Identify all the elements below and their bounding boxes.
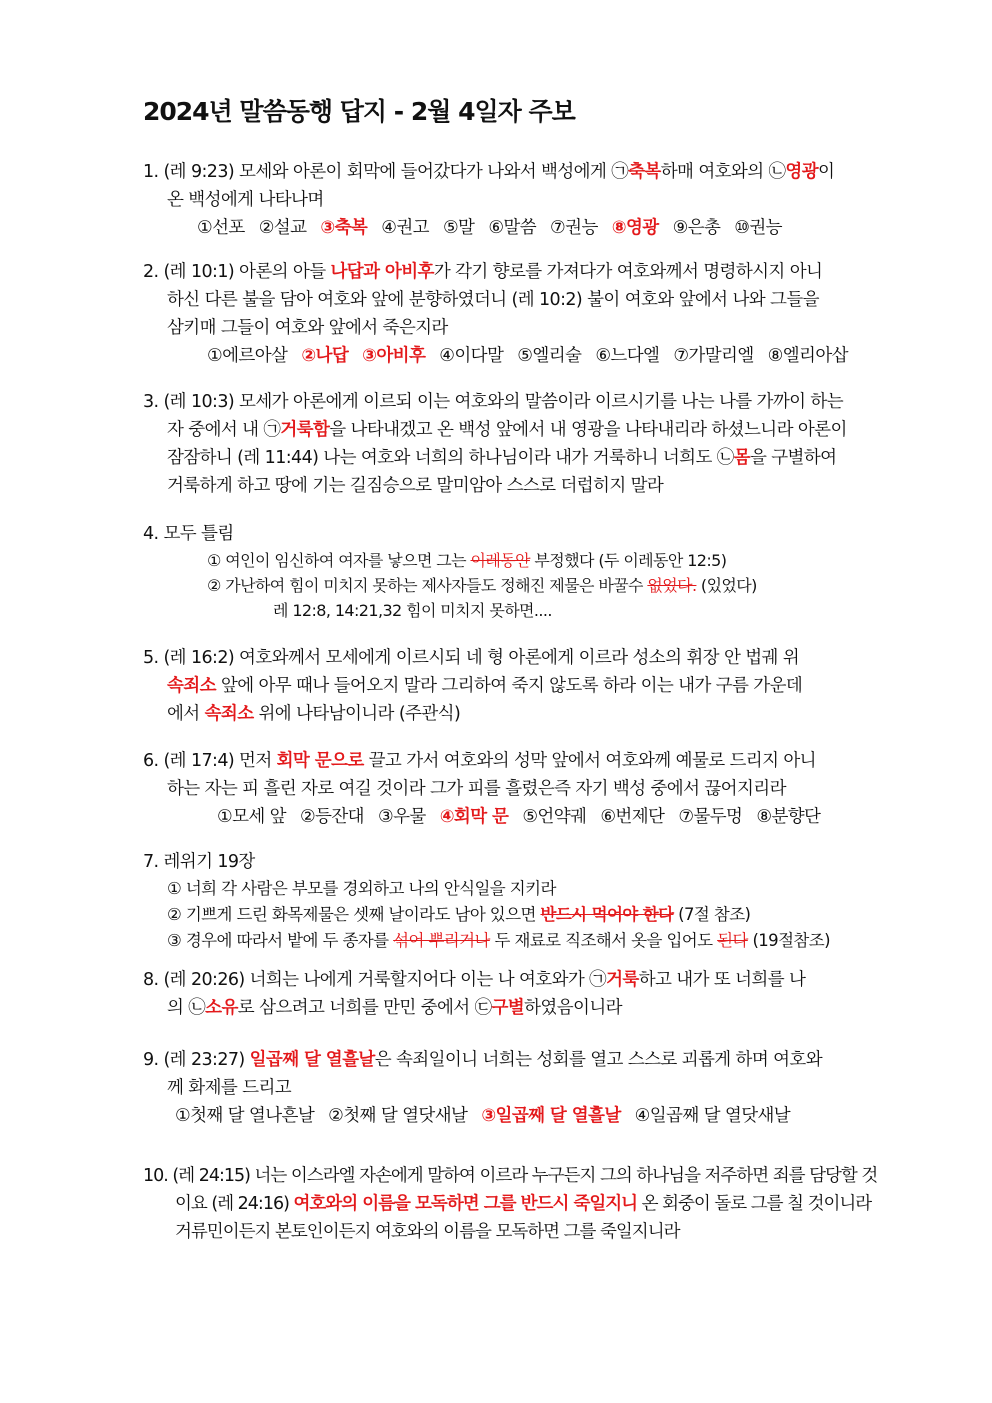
q10-line-2: 이요 (레 24:16) 여호와의 이름을 모독하면 그를 반드시 죽일지니 온 회중이 돌로 그를 칠 것이니라: [175, 1194, 872, 1214]
q2-line-3: 삼키매 그들이 여호와 앞에서 죽은지라: [167, 318, 448, 338]
question-6: [143, 747, 855, 831]
q9-line-1: 9. (레 23:27) 일곱째 달 열흘날은 속죄일이니 너희는 성회를 열고 스스로 괴롭게 하며 여호와: [143, 1050, 823, 1070]
q1-options: ①선포 ②설교 ③축복 ④권고 ⑤말 ⑥말씀 ⑦권능 ⑧영광 ⑨은총 ⑩권능: [197, 218, 782, 238]
question-7: [143, 848, 855, 954]
q2-line-2: 하신 다른 불을 담아 여호와 앞에 분향하였더니 (레 10:2) 불이 여호와 앞에서 나와 그들을: [167, 290, 819, 310]
q8-line-2: 의 ㉡소유로 삼으려고 너희를 만민 중에서 ㉢구별하였음이니라: [167, 998, 622, 1018]
question-4: [143, 520, 855, 623]
q5-line-3: 에서 속죄소 위에 나타남이니라 (주관식): [167, 704, 461, 724]
question-3: [143, 388, 855, 500]
q4-item-2: ② 가난하여 힘이 미치지 못하는 제사자들도 정해진 제물은 바꿀수 없었다. (있었다): [207, 576, 757, 595]
q3-line-4: 거룩하게 하고 땅에 기는 길짐승으로 말미암아 스스로 더럽히지 말라: [167, 476, 664, 496]
q7-item-3: ③ 경우에 따라서 밭에 두 종자를 섞어 뿌리거나 두 재료로 직조해서 옷을 입어도 된다 (19절참조): [167, 931, 830, 950]
question-10: [143, 1162, 878, 1246]
q3-line-3: 잠잠하니 (레 11:44) 나는 여호와 너희의 하나님이라 내가 거룩하니 너희도 ㉡몸을 구별하여: [167, 448, 837, 468]
q7-heading: 7. 레위기 19장: [143, 852, 255, 872]
q4-item-3: 레 12:8, 14:21,32 힘이 미치지 못하면....: [273, 601, 552, 620]
q10-line-3: 거류민이든지 본토인이든지 여호와의 이름을 모독하면 그를 죽일지니라: [175, 1222, 680, 1242]
q8-line-1: 8. (레 20:26) 너희는 나에게 거룩할지어다 이는 나 여호와가 ㉠거룩하고 내가 또 너희를 나: [143, 970, 806, 990]
question-5: [143, 644, 855, 728]
question-8: [143, 966, 855, 1022]
q2-line-1: 2. (레 10:1) 아론의 아들 나답과 아비후가 각기 향로를 가져다가 여호와께서 명령하시지 아니: [143, 262, 823, 282]
q6-line-1: 6. (레 17:4) 먼저 회막 문으로 끌고 가서 여호와의 성막 앞에서 여호와께 예물로 드리지 아니: [143, 751, 816, 771]
q10-line-1: 10. (레 24:15) 너는 이스라엘 자손에게 말하여 이르라 누구든지 그의 하나님을 저주하면 죄를 담당할 것: [143, 1166, 878, 1186]
page-title: 2024년 말씀동행 답지 - 2월 4일자 주보: [143, 97, 575, 126]
q4-item-1: ① 여인이 임신하여 여자를 낳으면 그는 이레동안 부정했다 (두 이레동안 12:5): [207, 551, 727, 570]
question-2: [143, 258, 855, 370]
q6-line-2: 하는 자는 피 흘린 자로 여길 것이라 그가 피를 흘렸은즉 자기 백성 중에서 끊어지리라: [167, 779, 786, 799]
question-9: [143, 1046, 855, 1130]
q5-line-2: 속죄소 앞에 아무 때나 들어오지 말라 그리하여 죽지 않도록 하라 이는 내가 구름 가운데: [167, 676, 803, 696]
q3-line-1: 3. (레 10:3) 모세가 아론에게 이르되 이는 여호와의 말씀이라 이르시기를 나는 나를 가까이 하는: [143, 392, 844, 412]
q5-line-1: 5. (레 16:2) 여호와께서 모세에게 이르시되 네 형 아론에게 이르라 성소의 휘장 안 법궤 위: [143, 648, 800, 668]
question-1: [143, 158, 855, 242]
q1-line-2: 온 백성에게 나타나며: [167, 190, 324, 210]
q1-line-1: 1. (레 9:23) 모세와 아론이 회막에 들어갔다가 나와서 백성에게 ㉠축복하매 여호와의 ㉡영광이: [143, 162, 835, 182]
q9-options: ①첫째 달 열나흔날 ②첫째 달 열닷새날 ③일곱째 달 열흘날 ④일곱째 달 열닷새날: [175, 1106, 791, 1126]
q4-heading: 4. 모두 틀림: [143, 524, 234, 544]
q2-options: ①에르아살 ②나답 ③아비후 ④이다말 ⑤엘리술 ⑥느다엘 ⑦가말리엘 ⑧엘리아삽: [207, 346, 848, 366]
q3-line-2: 자 중에서 내 ㉠거룩함을 나타내겠고 온 백성 앞에서 내 영광을 나타내리라 하셨느니라 아론이: [167, 420, 847, 440]
q9-line-2: 께 화제를 드리고: [167, 1078, 292, 1098]
q7-item-1: ① 너희 각 사람은 부모를 경외하고 나의 안식일을 지키라: [167, 879, 556, 898]
q7-item-2: ② 기쁘게 드린 화목제물은 셋째 날이라도 남아 있으면 반드시 먹어야 한다 (7절 참조): [167, 905, 751, 924]
q6-options: ①모세 앞 ②등잔대 ③우물 ④회막 문 ⑤언약궤 ⑥번제단 ⑦물두멍 ⑧분향단: [217, 807, 821, 827]
